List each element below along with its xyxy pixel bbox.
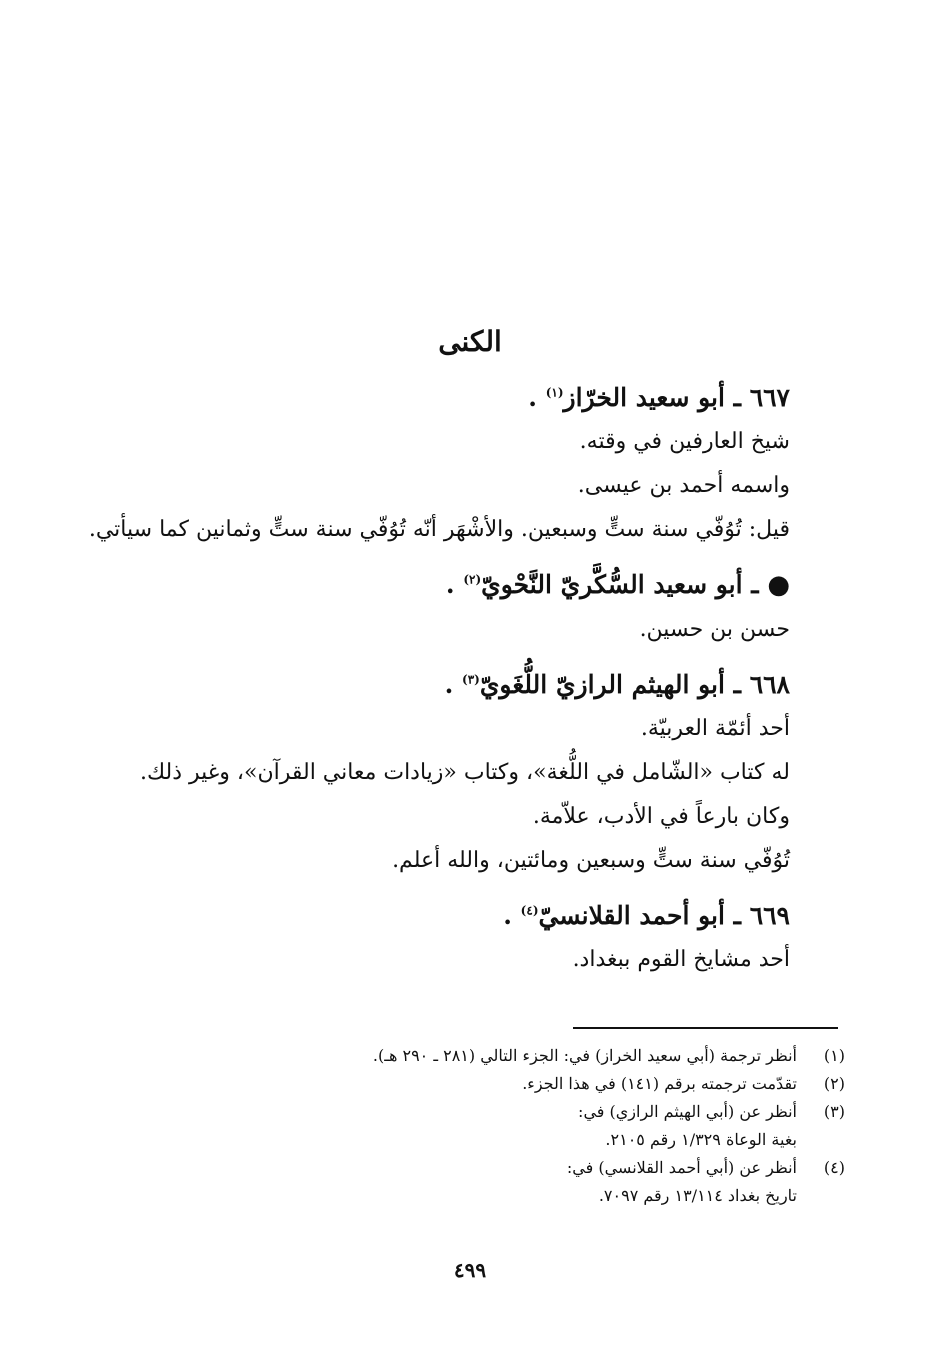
footnote-text: بغية الوعاة ١/٣٢٩ رقم ٢١٠٥. <box>605 1130 797 1149</box>
footnote-1 <box>85 1042 845 1070</box>
footnote-text: تقدّمت ترجمته برقم (١٤١) في هذا الجزء. <box>522 1074 797 1093</box>
footnote-ref[interactable]: (٤) <box>520 903 539 918</box>
entry-bullet <box>75 562 790 652</box>
entry-dash: ـ <box>733 383 741 412</box>
footnote-number: (٢) <box>823 1074 845 1093</box>
entry-heading <box>75 662 790 707</box>
entry-name: أبو سعيد الخرّاز <box>563 383 725 412</box>
bullet-icon: ● <box>767 570 790 600</box>
entry-dash: ـ <box>751 570 759 599</box>
entry-line: واسمه أحمد بن عيسى. <box>577 473 790 498</box>
entry-line: أحد أئمّة العربيّة. <box>640 716 790 741</box>
entry-669 <box>75 893 790 982</box>
footnote-ref[interactable]: (٢) <box>463 572 482 587</box>
entry-number: ٦٦٨ <box>749 670 790 699</box>
footnote-ref[interactable]: (٣) <box>462 672 480 687</box>
entry-line: أحد مشايخ القوم ببغداد. <box>572 947 790 972</box>
entry-name: أبو أحمد القلانسيّ <box>538 901 725 930</box>
entry-number: ٦٦٧ <box>749 383 790 412</box>
entry-number: ٦٦٩ <box>749 901 790 930</box>
entry-668 <box>75 662 790 883</box>
footnote-number: (٤) <box>823 1158 845 1177</box>
entry-line: وكان بارعاً في الأدب، علاّمة. <box>532 804 790 829</box>
footnotes <box>85 1042 845 1210</box>
page-number: ٤٩٩ <box>453 1258 487 1282</box>
footnote-text: أنظر عن (أبي الهيثم الرازي) في: <box>578 1102 797 1121</box>
footnote-4 <box>85 1154 845 1210</box>
entry-paragraph: قيل: تُوُفّي سنة ستٍّ وسبعين. والأشْهَر أنّه تُوُفّي سنة ستٍّ وثمانين كما سيأتي. <box>88 517 790 542</box>
entry-end: . <box>528 383 537 412</box>
entry-dash: ـ <box>733 901 741 930</box>
footnote-number: (١) <box>823 1046 845 1065</box>
footnote-text: أنظر عن (أبي أحمد القلانسي) في: <box>566 1158 797 1177</box>
footnote-ref[interactable]: (١) <box>545 385 564 400</box>
footnote-text: أنظر ترجمة (أبي سعيد الخراز) في: الجزء التالي (٢٨١ ـ ٢٩٠ هـ). <box>372 1046 797 1065</box>
footnote-divider <box>573 1027 838 1029</box>
entry-dash: ـ <box>733 670 741 699</box>
entry-end: . <box>445 570 455 599</box>
entry-line: تُوُفّي سنة ستٍّ وسبعين ومائتين، والله أعلم. <box>392 848 790 873</box>
section-title: الكنى <box>438 325 502 358</box>
entry-line: حسن بن حسين. <box>639 617 790 642</box>
entry-name: أبو الهيثم الرازيّ اللُّغَويّ <box>479 670 725 699</box>
footnote-number: (٣) <box>823 1102 845 1121</box>
entry-end: . <box>444 670 454 699</box>
entry-667 <box>75 375 790 552</box>
entry-name: أبو سعيد السُّكَّريّ النَّحْويّ <box>481 570 743 599</box>
entry-heading <box>75 562 790 608</box>
entry-heading <box>75 375 790 420</box>
footnote-2 <box>85 1070 845 1098</box>
entry-heading <box>75 893 790 938</box>
main-text <box>75 375 790 982</box>
footnote-text: تاريخ بغداد ١٣/١١٤ رقم ٧٠٩٧. <box>598 1186 797 1205</box>
entry-end: . <box>503 901 512 930</box>
entry-line: له كتاب «الشّامل في اللُّغة»، وكتاب «زيادات معاني القرآن»، وغير ذلك. <box>139 760 790 785</box>
footnote-3 <box>85 1098 845 1154</box>
entry-line: شيخ العارفين في وقته. <box>579 429 790 454</box>
